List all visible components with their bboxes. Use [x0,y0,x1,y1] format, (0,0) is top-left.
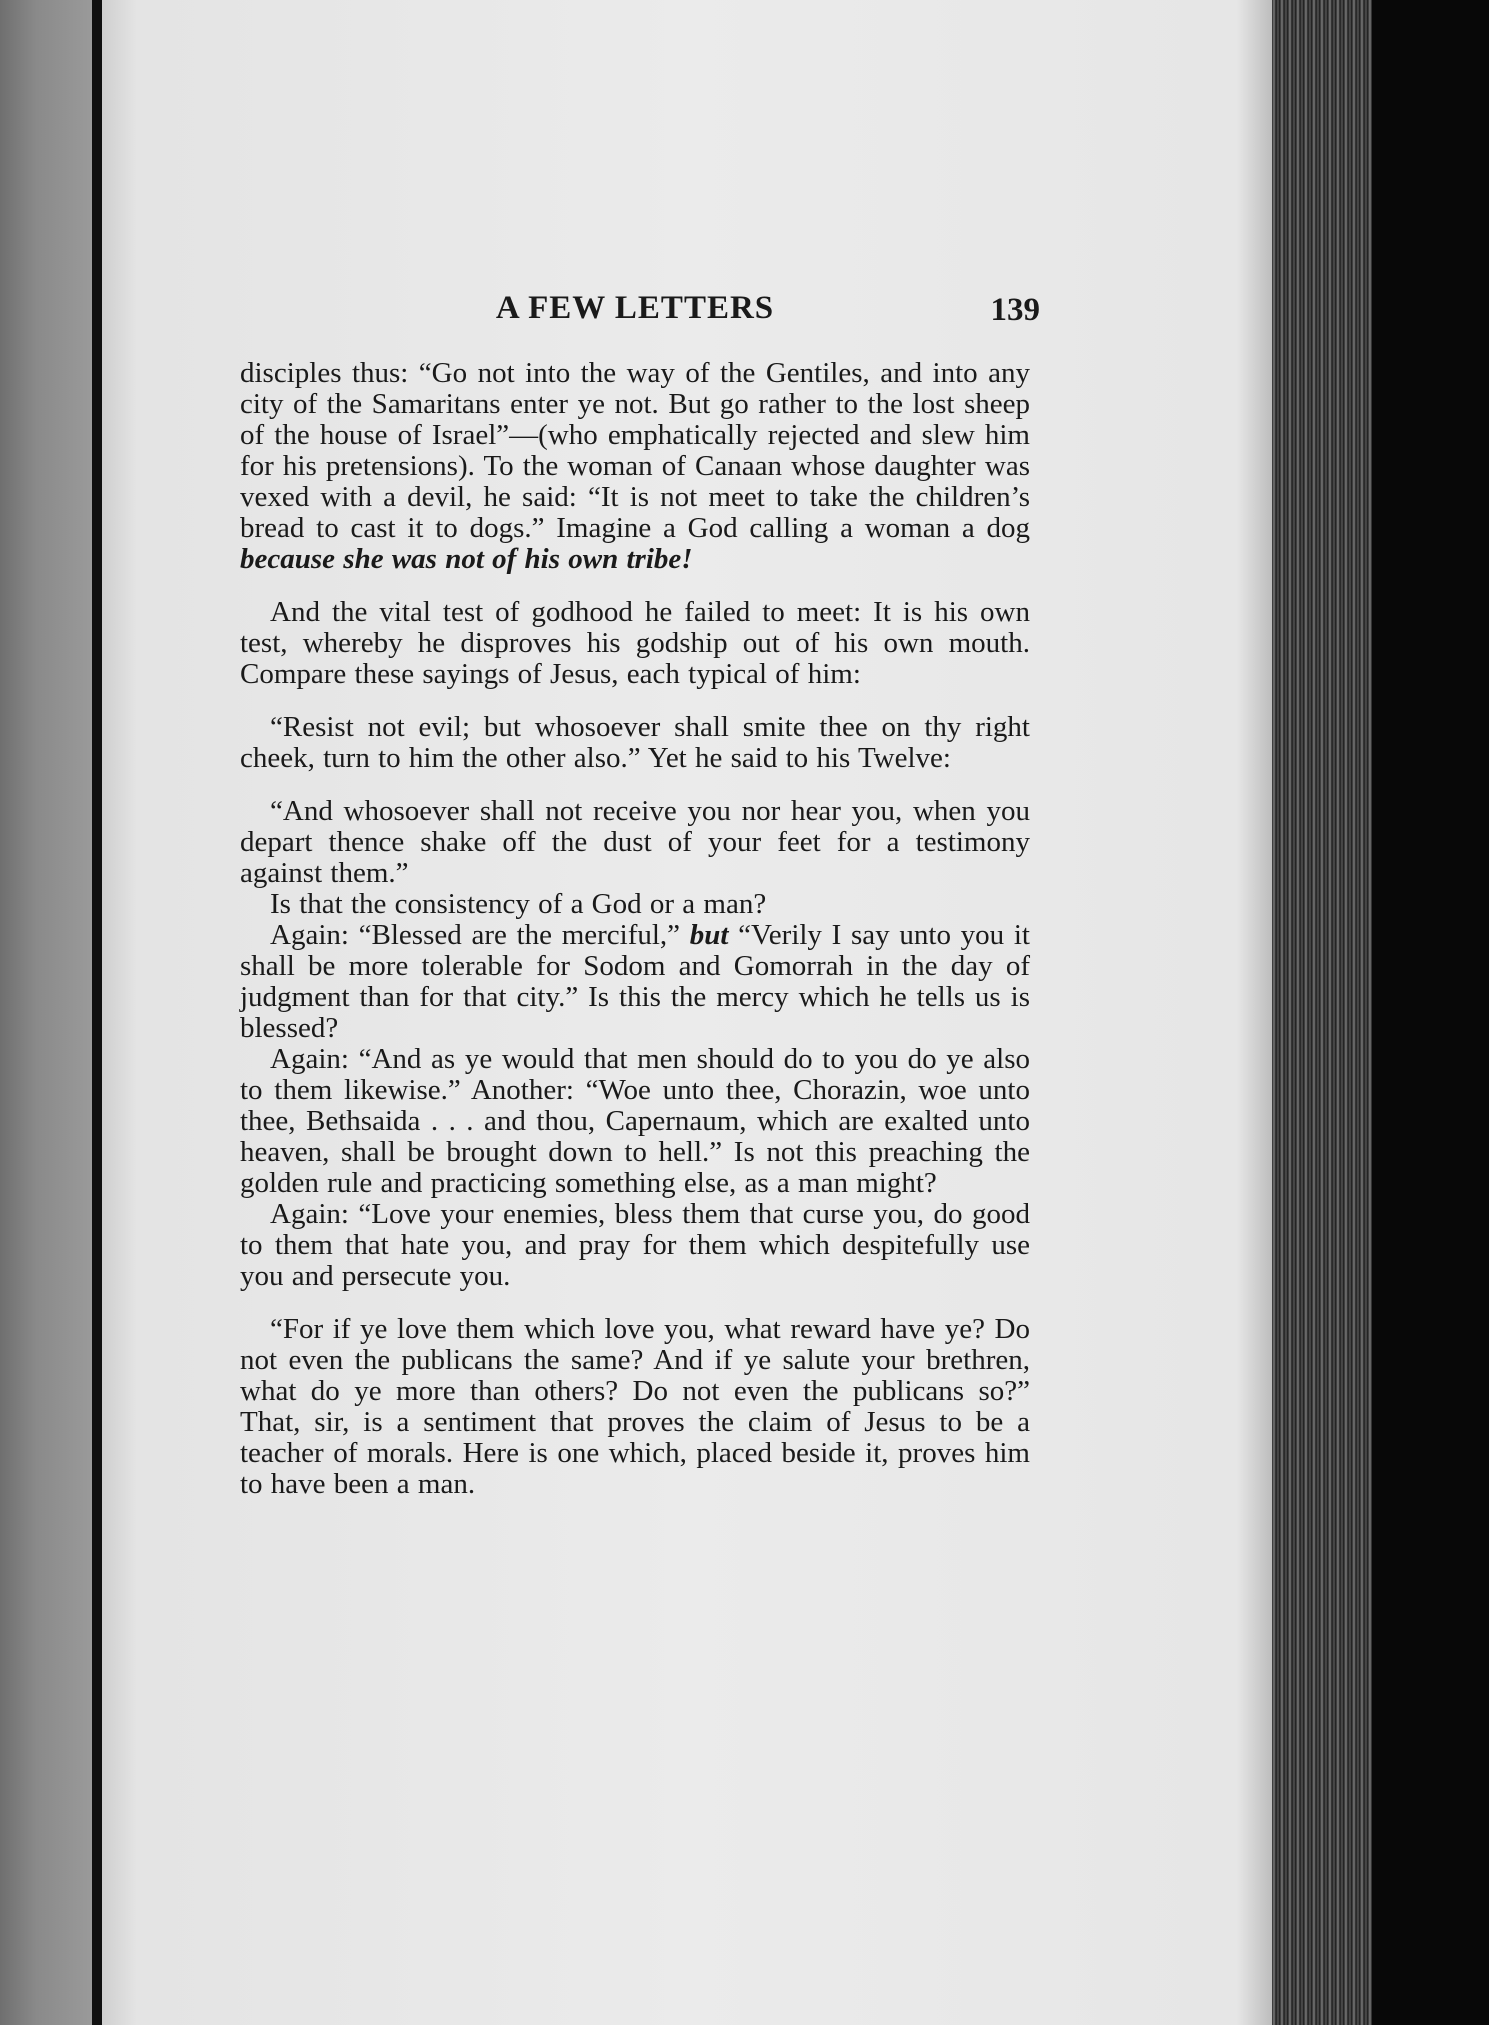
page-number: 139 [990,292,1040,328]
text-run: “And whosoever shall not receive you nor hear you, when you depart thence shake off the dust of your feet for a testimony against them.” [240,795,1030,889]
running-head [240,290,1040,340]
background-dark [1372,0,1489,2025]
text-run: “Resist not evil; but whosoever shall smite thee on thy right cheek, turn to him the other also.” Yet he said to his Twelve: [240,711,1030,774]
page-text-block [240,290,1040,1500]
text-run: And the vital test of godhood he failed to meet: It is his own test, whereby he disproves his godship out of his own mouth. Compare these sayings of Jesus, each typical of him: [240,596,1030,690]
text-run: Again: “And as ye would that men should do to you do ye also to them likewise.” Another: “Woe unto thee, Chorazin, woe unto thee, Bethsaida . . . and thou, Capernaum, which are exalted unto heaven, shall be brought down to hell.” Is not this preaching the golden rule and practicing something else, as a man might? [240,1043,1030,1199]
paragraph-4 [240,796,1030,889]
text-run: “For if ye love them which love you, what reward have ye? Do not even the publicans the same? And if ye salute your brethren, what do ye more than others? Do not even the publicans so?” That, sir, is a sentiment that proves the claim of Jesus to be a teacher of morals. Here is one which, placed beside it, proves him to have been a man. [240,1313,1030,1500]
paragraph-8 [240,1199,1030,1292]
book-gutter [92,0,102,2025]
text-run: Again: “Blessed are the merciful,” [270,919,690,951]
paragraph-7 [240,1044,1030,1199]
facing-page-edge [0,0,92,2025]
italic-text-run: but [689,919,729,951]
text-run: disciples thus: “Go not into the way of the Gentiles, and into any city of the Samaritans enter ye not. But go rather to the lost sheep of the house of Israel”—(who emphatically rejected and slew him for his pretensions). To the woman of Canaan whose daughter was vexed with a devil, he said: “It is not meet to take the children’s bread to cast it to dogs.” Imagine a God calling a woman a dog [240,357,1030,544]
paragraph-1 [240,358,1030,575]
italic-text-run: because she was not of his own tribe! [240,543,693,575]
text-run: Is that the consistency of a God or a man? [270,888,767,920]
page-stack-edge [1272,0,1372,2025]
paragraph-5 [240,889,1030,920]
running-title: A FEW LETTERS [495,290,775,326]
paragraph-6 [240,920,1030,1044]
text-run: “Verily I say unto you it shall be more tolerable for Sodom and Gomorrah in the day of judgment than for that city.” Is this the mercy which he tells us is blessed? [240,919,1030,1044]
paragraph-2 [240,597,1030,690]
text-run: Again: “Love your enemies, bless them that curse you, do good to them that hate you, and pray for them which despitefully use you and persecute you. [240,1198,1030,1292]
paragraph-3 [240,712,1030,774]
paragraph-9 [240,1314,1030,1500]
